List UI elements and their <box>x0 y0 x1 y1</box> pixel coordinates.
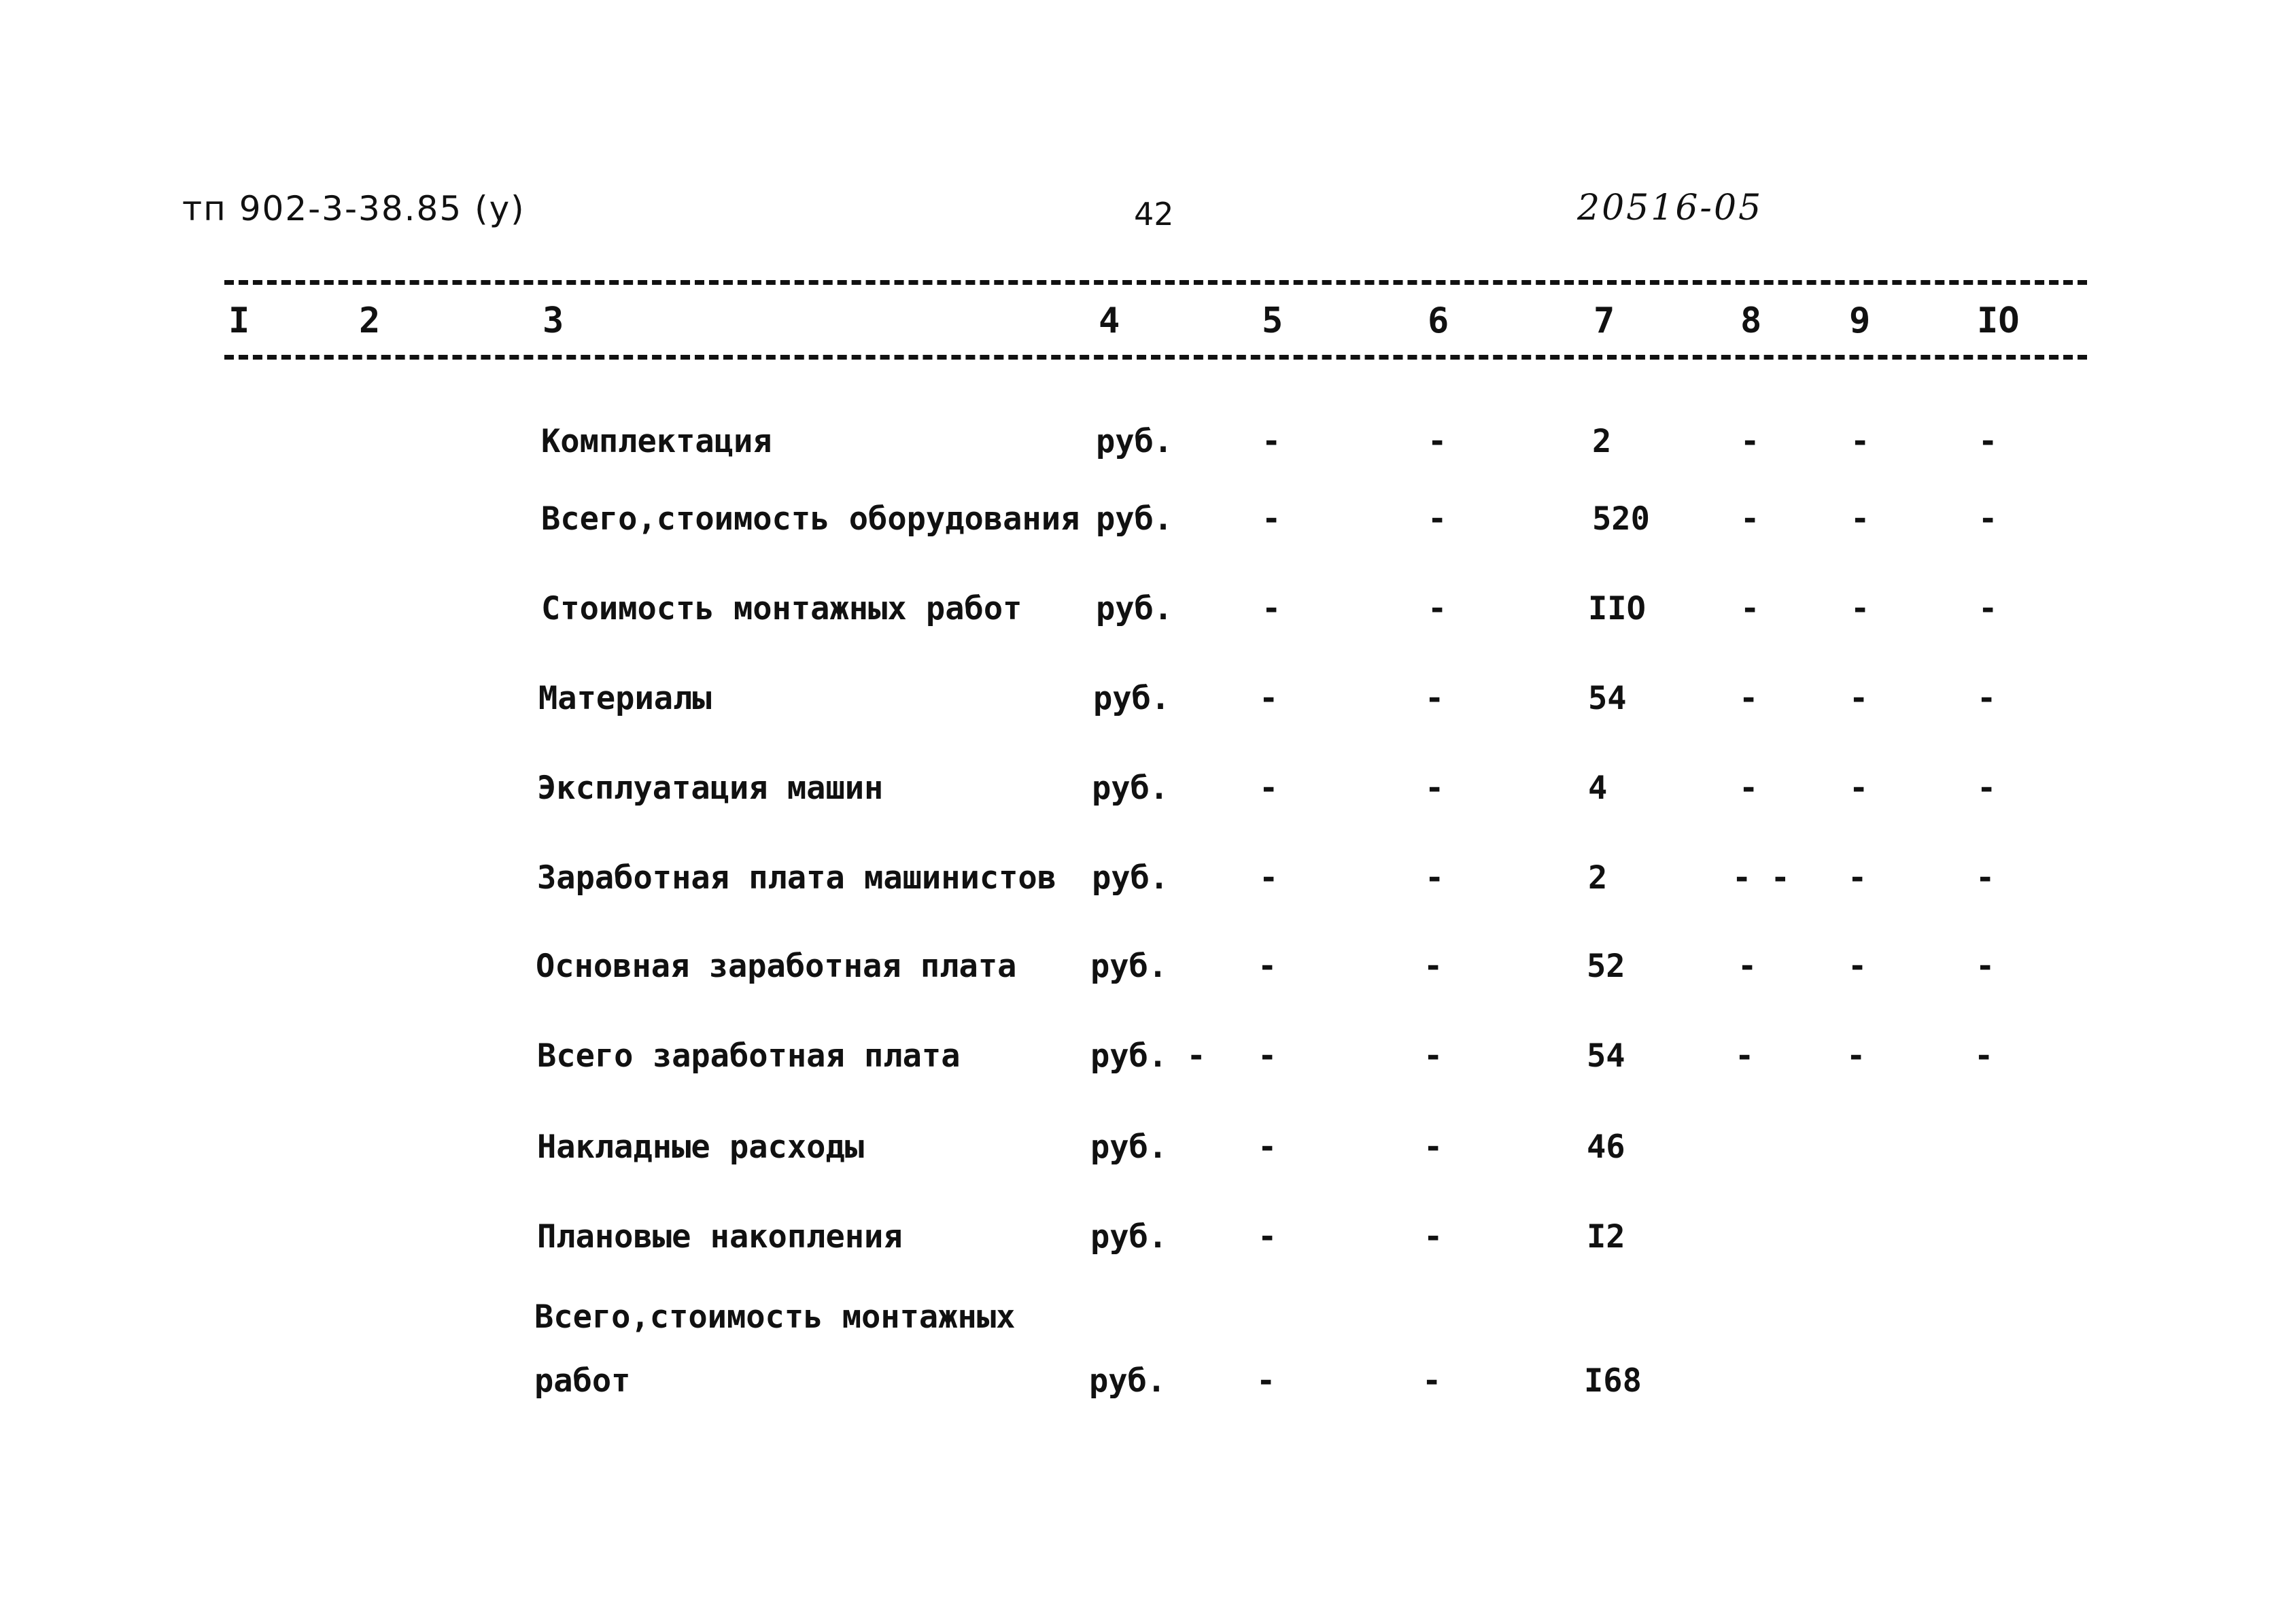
row-col7: 52 <box>1587 948 1625 985</box>
row-col9: - <box>1848 948 1867 985</box>
column-number: 3 <box>542 300 564 341</box>
row-unit: руб. - <box>1090 1037 1206 1075</box>
row-col9: - <box>1850 500 1870 538</box>
row-name-line1: Всего,стоимость монтажных <box>534 1298 1016 1336</box>
column-number: 4 <box>1099 300 1120 341</box>
row-col6: - <box>1424 948 1443 985</box>
header-bottom-rule <box>224 355 2087 360</box>
row-col10: - <box>1978 590 1998 627</box>
row-name-line2: работ <box>534 1362 631 1400</box>
column-number: 8 <box>1740 300 1762 341</box>
row-col8: - - <box>1732 859 1790 897</box>
row-name: Материалы <box>538 680 712 717</box>
row-unit: руб. <box>1096 590 1173 627</box>
row-col10: - <box>1978 423 1998 460</box>
column-number: 2 <box>359 300 381 341</box>
row-col7: 2 <box>1592 423 1612 460</box>
row-unit: руб. <box>1092 859 1169 897</box>
row-col7: 4 <box>1588 770 1608 807</box>
row-unit: руб. <box>1096 423 1173 460</box>
row-col8: - <box>1738 948 1757 985</box>
header-top-rule <box>224 280 2087 285</box>
row-col7: IIO <box>1588 590 1646 627</box>
row-col9: - <box>1849 680 1869 717</box>
row-col9: - <box>1846 1037 1866 1075</box>
row-name: Всего заработная плата <box>537 1037 961 1075</box>
row-col5: - <box>1258 1037 1277 1075</box>
column-number: I <box>228 300 250 341</box>
row-col6: - <box>1425 770 1445 807</box>
column-number: IO <box>1977 300 2020 341</box>
row-col9: - <box>1850 590 1870 627</box>
row-col10: - <box>1977 680 1997 717</box>
row-unit: руб. <box>1090 1128 1168 1166</box>
row-name: Накладные расходы <box>537 1128 865 1166</box>
row-name: Эксплуатация машин <box>537 770 884 807</box>
row-col9: - <box>1848 859 1867 897</box>
row-name: Заработная плата машинистов <box>537 859 1057 897</box>
row-col6: - <box>1424 1128 1443 1166</box>
document-number: 20516-05 <box>1577 188 1763 228</box>
row-col10: - <box>1974 1037 1994 1075</box>
document-code: тп 902-3-38.85 (у) <box>182 189 526 228</box>
row-col6: - <box>1428 423 1447 460</box>
row-unit: руб. <box>1089 1362 1167 1400</box>
row-col5: - <box>1262 500 1281 538</box>
row-col10: - <box>1978 500 1998 538</box>
row-col5: - <box>1262 590 1281 627</box>
row-col6: - <box>1425 680 1445 717</box>
row-col6: - <box>1424 1037 1443 1075</box>
row-col7: 520 <box>1592 500 1650 538</box>
row-col6: - <box>1424 1218 1443 1256</box>
row-col10: - <box>1976 948 1995 985</box>
row-col6: - <box>1428 500 1447 538</box>
row-col7: I68 <box>1584 1362 1642 1400</box>
row-col7: 54 <box>1587 1037 1625 1075</box>
row-unit: руб. <box>1093 680 1171 717</box>
page-number: 42 <box>1134 196 1174 232</box>
row-col5: - <box>1258 948 1277 985</box>
row-col5: - <box>1259 680 1279 717</box>
column-number: 5 <box>1262 300 1284 341</box>
row-unit: руб. <box>1090 948 1168 985</box>
row-name: Всего,стоимость оборудования <box>541 500 1080 538</box>
row-name: Стоимость монтажных работ <box>541 590 1022 627</box>
column-number: 9 <box>1849 300 1871 341</box>
row-unit: руб. <box>1092 770 1169 807</box>
row-col6: - <box>1425 859 1445 897</box>
row-col6: - <box>1422 1362 1442 1400</box>
column-number: 6 <box>1428 300 1449 341</box>
row-col8: - <box>1739 680 1759 717</box>
row-col5: - <box>1262 423 1281 460</box>
row-col5: - <box>1259 859 1279 897</box>
row-name: Основная заработная плата <box>536 948 1017 985</box>
row-col9: - <box>1850 423 1870 460</box>
row-col5: - <box>1258 1128 1277 1166</box>
row-col8: - <box>1740 590 1760 627</box>
row-col7: 2 <box>1588 859 1608 897</box>
row-col8: - <box>1735 1037 1755 1075</box>
row-col6: - <box>1428 590 1447 627</box>
row-col10: - <box>1976 859 1995 897</box>
row-col7: 46 <box>1587 1128 1625 1166</box>
row-col8: - <box>1740 423 1760 460</box>
row-col5: - <box>1259 770 1279 807</box>
row-col5: - <box>1256 1362 1276 1400</box>
row-col9: - <box>1849 770 1869 807</box>
row-col7: I2 <box>1587 1218 1625 1256</box>
row-col7: 54 <box>1588 680 1627 717</box>
row-col8: - <box>1740 500 1760 538</box>
row-unit: руб. <box>1090 1218 1168 1256</box>
row-name: Комплектация <box>541 423 772 460</box>
row-name: Плановые накопления <box>537 1218 903 1256</box>
row-col5: - <box>1258 1218 1277 1256</box>
row-col8: - <box>1739 770 1759 807</box>
column-number: 7 <box>1594 300 1615 341</box>
row-col10: - <box>1977 770 1997 807</box>
row-unit: руб. <box>1096 500 1173 538</box>
